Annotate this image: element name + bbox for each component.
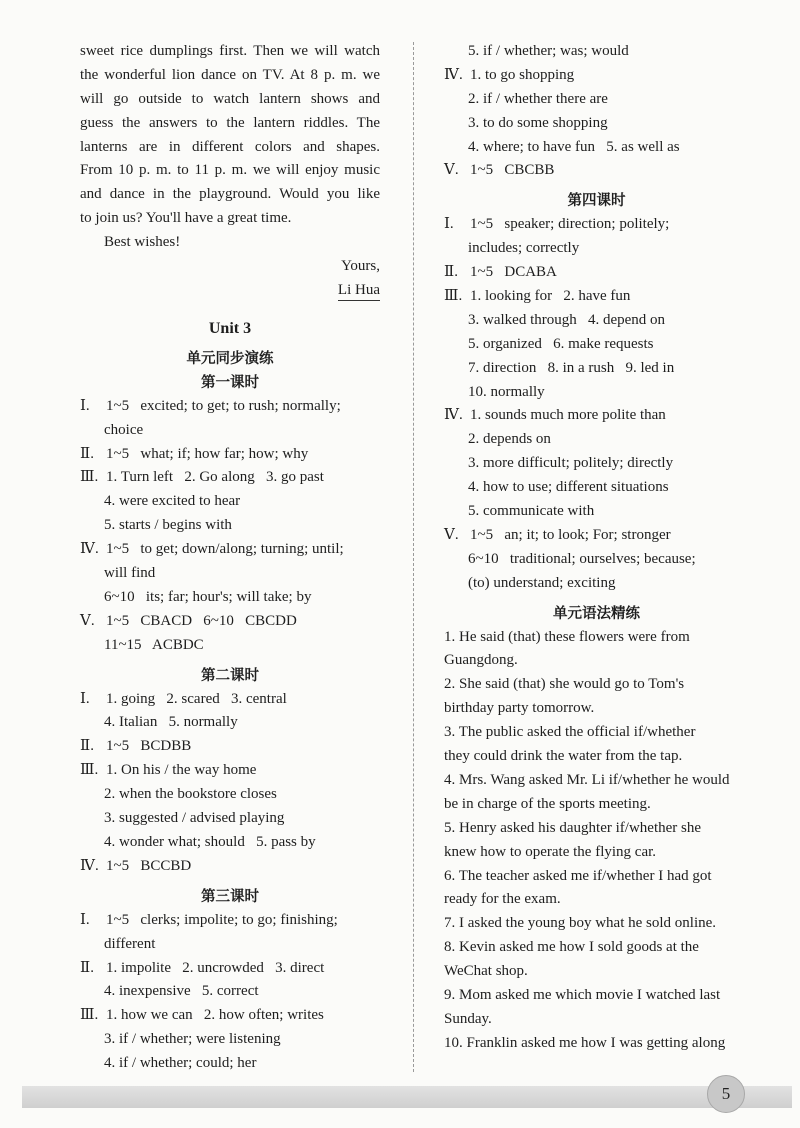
grammar-line: 10. Franklin asked me how I was getting along [444, 1034, 726, 1051]
answer-text: 6~10 its; far; hour's; will take; by [104, 588, 312, 605]
grammar-line: 3. The public asked the official if/whether [444, 724, 696, 741]
section-numeral: Ⅲ. [80, 469, 99, 486]
answer-text: 3. suggested / advised playing [104, 810, 285, 827]
answer-text: 1. looking for 2. have fun [470, 288, 631, 305]
page-number: 5 [707, 1075, 745, 1113]
answer-text: 4. how to use; different situations [468, 479, 669, 496]
grammar-line: be in charge of the sports meeting. [444, 795, 651, 812]
answer-line [80, 933, 380, 957]
grammar-section-title: 单元语法精练 [553, 605, 640, 622]
answer-line [80, 909, 380, 933]
letter-line: From 10 p. m. to 11 p. m. we will enjoy music [80, 162, 380, 179]
answer-text: (to) understand; exciting [468, 574, 616, 591]
lesson2-answers [80, 688, 380, 879]
answer-text: 1. how we can 2. how often; writes [106, 1007, 324, 1024]
answer-line [444, 309, 749, 333]
answer-text: 1~5 CBACD 6~10 CBCDD [106, 612, 297, 629]
answer-text: 4. Italian 5. normally [104, 714, 238, 731]
lesson4-answers [444, 213, 749, 595]
letter-line: sweet rice dumplings first. Then we will watch [80, 43, 380, 59]
lesson3-answers-continued [444, 40, 749, 183]
grammar-line: 5. Henry asked his daughter if/whether she [444, 819, 702, 836]
answer-line [444, 524, 749, 548]
answer-line [444, 404, 749, 428]
answer-line [80, 759, 380, 783]
sync-section-title: 单元同步演练 [186, 350, 274, 367]
footer-band [22, 1086, 792, 1108]
answer-text: 1~5 speaker; direction; politely; [470, 216, 670, 233]
answer-line [80, 980, 380, 1004]
answer-text: 10. normally [468, 383, 545, 400]
answer-line [444, 285, 749, 309]
section-numeral: Ⅲ. [444, 288, 463, 305]
section-numeral: Ⅰ. [80, 690, 90, 707]
answer-line [444, 112, 749, 136]
answer-text: 3. more difficult; politely; directly [468, 455, 674, 472]
letter-sign-off: Yours, [341, 258, 380, 275]
signature-name: Li Hua [338, 280, 380, 301]
answer-text: 7. direction 8. in a rush 9. led in [468, 359, 675, 376]
answer-text: 4. inexpensive 5. correct [104, 983, 259, 1000]
answer-text: will find [104, 565, 156, 582]
answer-line [80, 610, 380, 634]
answer-text: 5. if / whether; was; would [468, 43, 629, 59]
lesson3-answers [80, 909, 380, 1076]
answer-text: 1. to go shopping [470, 66, 575, 83]
answer-text: choice [104, 421, 144, 438]
section-numeral: Ⅰ. [444, 216, 454, 233]
right-column [444, 40, 749, 1056]
section-numeral: Ⅳ. [80, 857, 99, 874]
grammar-line: 9. Mom asked me which movie I watched last [444, 986, 721, 1003]
left-column [80, 40, 380, 1076]
section-numeral: Ⅴ. [444, 526, 459, 543]
answer-text: 1~5 to get; down/along; turning; until; [106, 541, 344, 558]
section-numeral: Ⅳ. [444, 66, 463, 83]
answer-line [444, 428, 749, 452]
answer-text: 1~5 BCCBD [106, 857, 192, 874]
answer-text: 4. wonder what; should 5. pass by [104, 833, 316, 850]
answer-line [444, 572, 749, 596]
answer-line [80, 688, 380, 712]
section-numeral: Ⅴ. [80, 612, 95, 629]
section-numeral: Ⅱ. [80, 738, 94, 755]
section-numeral: Ⅰ. [80, 397, 90, 414]
answer-text: 1~5 an; it; to look; For; stronger [470, 526, 671, 543]
grammar-line: 2. She said (that) she would go to Tom's [444, 676, 685, 693]
answer-text: 1~5 CBCBB [470, 162, 555, 179]
answer-line [444, 548, 749, 572]
answer-text: 1. sounds much more polite than [470, 407, 666, 424]
grammar-line: 1. He said (that) these flowers were from [444, 628, 690, 645]
answer-text: 2. when the bookstore closes [104, 786, 277, 803]
grammar-line: they could drink the water from the tap. [444, 748, 683, 765]
answer-line [80, 538, 380, 562]
answer-line [80, 514, 380, 538]
answer-line [444, 64, 749, 88]
grammar-line: Sunday. [444, 1010, 492, 1027]
grammar-line: Guangdong. [444, 652, 518, 669]
answer-text: 3. to do some shopping [468, 114, 608, 131]
answer-line [444, 237, 749, 261]
answer-text: 4. were excited to hear [104, 493, 241, 510]
answer-line [80, 1004, 380, 1028]
lesson4-title: 第四课时 [567, 193, 626, 210]
answer-text: 1. On his / the way home [106, 762, 257, 779]
answer-text: 1~5 excited; to get; to rush; normally; [106, 397, 341, 414]
letter-line: to join us? You'll have a great time. [80, 210, 292, 227]
answer-line [444, 500, 749, 524]
answer-text: 3. walked through 4. depend on [468, 311, 666, 328]
letter-line: will go outside to watch lantern shows and [80, 90, 380, 107]
answer-line [80, 1052, 380, 1076]
grammar-line: 6. The teacher asked me if/whether I had got [444, 867, 712, 884]
section-numeral: Ⅰ. [80, 911, 90, 928]
answer-text: 1~5 BCDBB [106, 738, 192, 755]
letter-line: and dance in the playground. Would you like [80, 186, 380, 203]
grammar-line: 7. I asked the young boy what he sold online. [444, 915, 717, 932]
answer-line [80, 735, 380, 759]
answer-line [80, 586, 380, 610]
answer-line [444, 476, 749, 500]
answer-text: 5. starts / begins with [104, 517, 232, 534]
answer-text: 2. if / whether there are [468, 90, 608, 107]
answer-line [444, 213, 749, 237]
section-numeral: Ⅲ. [80, 762, 99, 779]
answer-line [444, 88, 749, 112]
lesson1-answers [80, 395, 380, 658]
answer-line [80, 807, 380, 831]
letter-line: lanterns are in different colors and shapes. [80, 138, 380, 155]
grammar-line: WeChat shop. [444, 963, 528, 980]
answer-text: different [104, 935, 156, 952]
grammar-line: 4. Mrs. Wang asked Mr. Li if/whether he would [444, 771, 730, 788]
answer-line [80, 562, 380, 586]
answer-line [80, 443, 380, 467]
answer-text: 1~5 clerks; impolite; to go; finishing; [106, 911, 338, 928]
answer-text: 1. impolite 2. uncrowded 3. direct [106, 959, 325, 976]
answer-text: 4. if / whether; could; her [104, 1055, 257, 1072]
section-numeral: Ⅴ. [444, 162, 459, 179]
answer-text: 6~10 traditional; ourselves; because; [468, 550, 696, 567]
letter-line: guess the answers to the lantern riddles. The [80, 114, 380, 131]
answer-line [80, 419, 380, 443]
grammar-line: 8. Kevin asked me how I sold goods at the [444, 939, 699, 956]
answer-line [444, 333, 749, 357]
section-numeral: Ⅳ. [444, 407, 463, 424]
section-numeral: Ⅲ. [80, 1007, 99, 1024]
section-numeral: Ⅳ. [80, 541, 99, 558]
answer-line [80, 634, 380, 658]
answer-text: 3. if / whether; were listening [104, 1031, 281, 1048]
answer-text: 2. depends on [468, 431, 551, 448]
grammar-line: knew how to operate the flying car. [444, 843, 657, 860]
answer-line [444, 136, 749, 160]
answer-line [80, 957, 380, 981]
answer-line [80, 466, 380, 490]
lesson2-title: 第二课时 [201, 667, 259, 684]
lesson3-title: 第三课时 [201, 888, 259, 905]
answer-line [444, 159, 749, 183]
grammar-line: birthday party tomorrow. [444, 700, 595, 717]
answer-line [80, 1028, 380, 1052]
answer-line [80, 490, 380, 514]
answer-line [444, 357, 749, 381]
answer-text: 1~5 DCABA [470, 264, 557, 281]
answer-text: 1. Turn left 2. Go along 3. go past [106, 469, 324, 486]
answer-line [444, 40, 749, 64]
answer-line [80, 711, 380, 735]
letter-signature [80, 279, 380, 303]
answer-text: 1~5 what; if; how far; how; why [106, 445, 309, 462]
answer-text: 11~15 ACBDC [104, 636, 204, 653]
answer-line [80, 783, 380, 807]
answer-line [444, 452, 749, 476]
answer-text: 5. organized 6. make requests [468, 335, 654, 352]
answer-line [80, 395, 380, 419]
unit-title: Unit 3 [208, 319, 252, 337]
answer-line [444, 381, 749, 405]
answer-text: includes; correctly [468, 240, 580, 257]
answer-line [80, 855, 380, 879]
grammar-line: ready for the exam. [444, 891, 561, 908]
letter-line: the wonderful lion dance on TV. At 8 p. m. we [80, 66, 380, 83]
section-numeral: Ⅱ. [80, 445, 94, 462]
lesson1-title: 第一课时 [201, 374, 259, 391]
column-divider [413, 42, 414, 1072]
answer-text: 4. where; to have fun 5. as well as [468, 138, 680, 155]
section-numeral: Ⅱ. [444, 264, 458, 281]
grammar-answers [444, 626, 749, 1056]
letter-closing: Best wishes! [104, 234, 181, 251]
answer-line [444, 261, 749, 285]
answer-line [80, 831, 380, 855]
section-numeral: Ⅱ. [80, 959, 94, 976]
answer-text: 1. going 2. scared 3. central [106, 690, 287, 707]
answer-text: 5. communicate with [468, 503, 595, 520]
letter-body [80, 40, 380, 231]
